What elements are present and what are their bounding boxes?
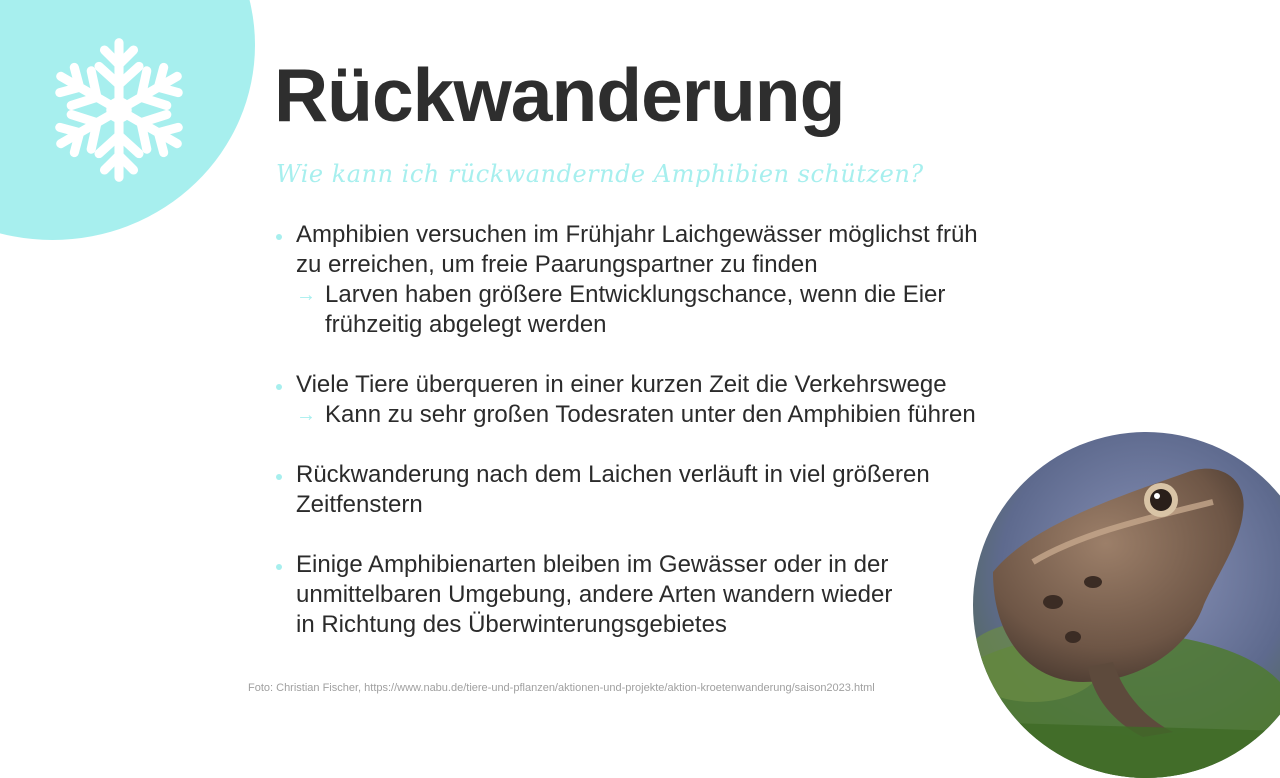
bullet-dot-icon <box>276 564 282 570</box>
bullet-list <box>274 220 1034 670</box>
photo-credit: Foto: Christian Fischer, https://www.nabu.de/tiere-und-pflanzen/aktionen-und-projekte/aktion-kroetenwanderung/saison2023.html <box>248 682 875 694</box>
sub-point-text-line: frühzeitig abgelegt werden <box>325 311 607 338</box>
sub-point <box>296 400 1034 430</box>
bullet-text-line: Viele Tiere überqueren in einer kurzen Zeit die Verkehrswege <box>296 371 947 398</box>
arrow-right-icon: → <box>296 284 316 306</box>
bullet-text-line: zu erreichen, um freie Paarungspartner zu finden <box>296 251 818 278</box>
sub-point-text-line: Larven haben größere Entwicklungschance, wenn die Eier <box>325 281 946 308</box>
sub-point-text-line: Kann zu sehr großen Todesraten unter den Amphibien führen <box>325 401 976 428</box>
bullet-text-line: Rückwanderung nach dem Laichen verläuft in viel größeren <box>296 461 930 488</box>
bullet-item <box>274 370 1034 430</box>
snowflake-icon <box>46 30 192 190</box>
bullet-item <box>274 460 1034 520</box>
bullet-dot-icon <box>276 474 282 480</box>
page-title: Rückwanderung <box>274 53 845 137</box>
bullet-text-line: unmittelbaren Umgebung, andere Arten wandern wieder <box>296 581 893 608</box>
bullet-dot-icon <box>276 384 282 390</box>
subtitle: Wie kann ich rückwandernde Amphibien schützen? <box>276 160 924 188</box>
sub-point <box>296 280 1034 340</box>
bullet-item <box>274 550 1034 640</box>
bullet-item <box>274 220 1034 340</box>
bullet-text-line: in Richtung des Überwinterungsgebietes <box>296 611 727 638</box>
bullet-text-line: Zeitfenstern <box>296 491 423 518</box>
arrow-right-icon: → <box>296 404 316 426</box>
bullet-dot-icon <box>276 234 282 240</box>
bullet-text-line: Einige Amphibienarten bleiben im Gewässer oder in der <box>296 551 889 578</box>
bullet-text-line: Amphibien versuchen im Frühjahr Laichgewässer möglichst früh <box>296 221 978 248</box>
